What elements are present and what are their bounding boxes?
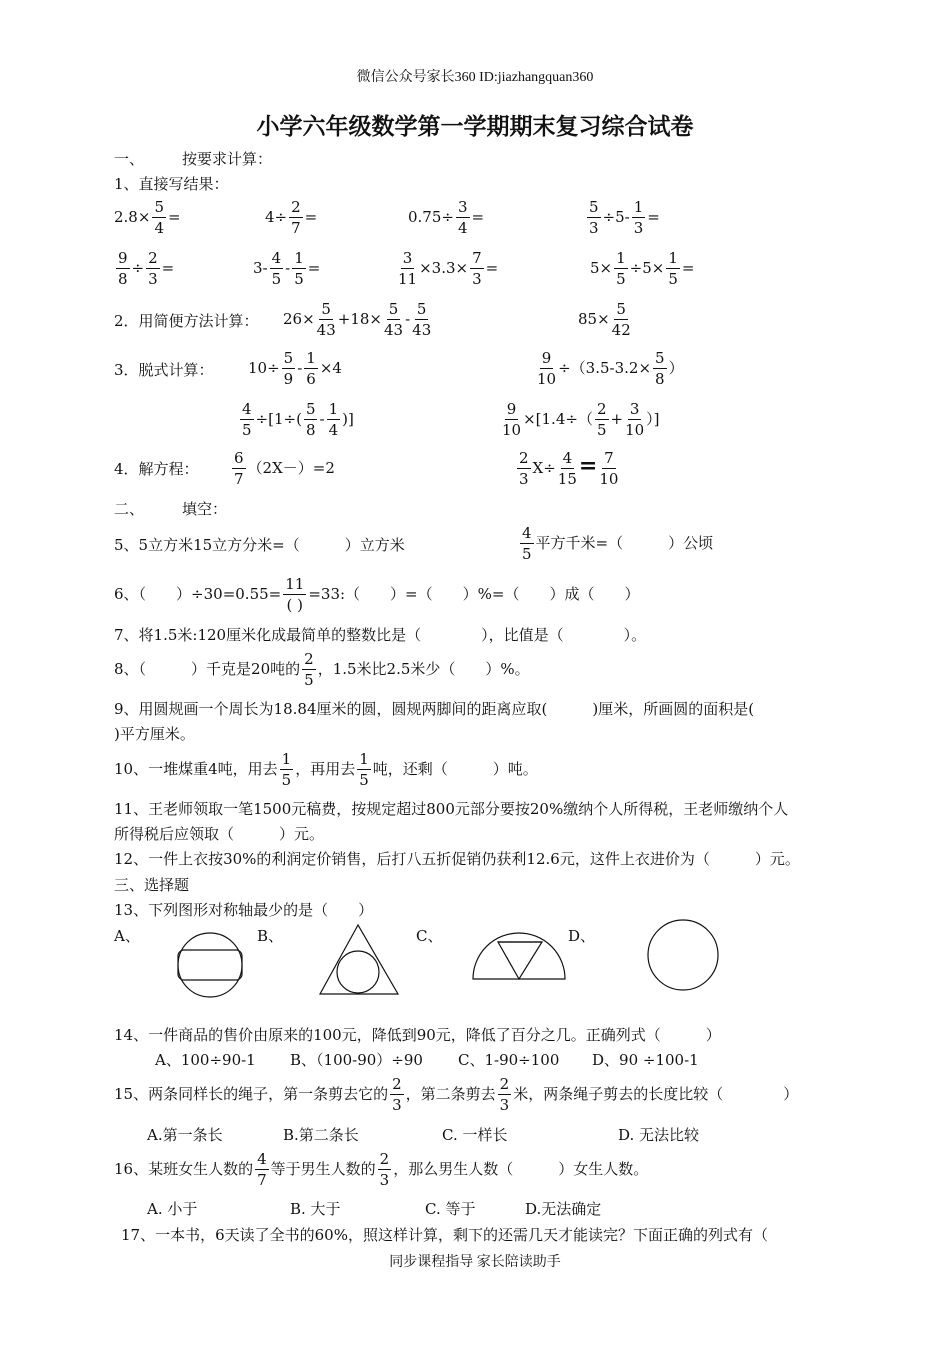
question-2-label: 2．用简便方法计算： — [114, 312, 259, 330]
question-4-label: 4．解方程： — [114, 460, 199, 478]
option-14d: D、90 ÷100-1 — [592, 1051, 699, 1069]
option-16b: B. 大于 — [290, 1200, 341, 1218]
question-3-label: 3．脱式计算： — [114, 361, 214, 379]
question-6: 6、（ ）÷30=0.55= $\frac{11}{( )}$ =33:（ ）=（ ）%=（ ）成（ ） — [114, 575, 640, 614]
expr-1b: 4÷ $\frac{2}{7}$ = — [265, 198, 318, 237]
expr-2d: 5× $\frac{1}{5}$ ÷5× $\frac{1}{5}$ = — [590, 249, 695, 288]
question-11-line1: 11、王老师领取一笔1500元稿费，按规定超过800元部分要按20%缴纳个人所得税，王老师缴纳个人 — [114, 800, 789, 818]
page-footer: 同步课程指导 家长陪读助手 — [389, 1255, 561, 1270]
page-title: 小学六年级数学第一学期期末复习综合试卷 — [256, 113, 694, 140]
question-16: 16、某班女生人数的 $\frac{4}{7}$ 等于男生人数的 $\frac{2}{3}$ ，那么男生人数（ ）女生人数。 — [114, 1150, 649, 1189]
equation-q4b: $\frac{2}{3}$ X÷ $\frac{4}{15}$ = $\frac{7}{10}$ — [519, 449, 619, 488]
question-17: 17、一本书，6天读了全书的60%，照这样计算，剩下的还需几天才能读完？下面正确的列式有（ — [121, 1226, 768, 1244]
expr-1c: 0.75÷ $\frac{3}{4}$ = — [408, 198, 485, 237]
option-15c: C. 一样长 — [442, 1126, 508, 1144]
expr-2a: $\frac{9}{8}$ ÷ $\frac{2}{3}$ = — [118, 249, 175, 288]
page-header: 微信公众号家长360 ID:jiazhangquan360 — [356, 70, 594, 85]
expr-q3a: 10÷ $\frac{5}{9}$ - $\frac{1}{6}$ ×4 — [248, 349, 342, 388]
section-3-title: 三、选择题 — [114, 876, 190, 894]
section-2-title: 填空： — [182, 500, 228, 518]
section-1-number: 一、 — [114, 150, 145, 168]
option-13d-label: D、 — [568, 927, 596, 945]
option-13b-label: B、 — [257, 927, 284, 945]
question-11-line2: 所得税后应领取（ ）元。 — [114, 825, 325, 843]
option-14a: A、100÷90-1 — [155, 1051, 256, 1069]
figure-triangle-with-circle — [315, 920, 405, 1000]
option-13a-label: A、 — [114, 927, 140, 945]
option-16d: D.无法确定 — [525, 1200, 602, 1218]
option-14b: B、（100-90）÷90 — [290, 1051, 423, 1069]
question-13: 13、下列图形对称轴最少的是（ ） — [114, 901, 374, 919]
question-9-line2: )平方厘米。 — [114, 725, 195, 743]
question-7: 7、将1.5米:120厘米化成最简单的整数比是（ ），比值是（ ）。 — [114, 626, 647, 644]
question-5a: 5、5立方米15立方分米=（ ）立方米 — [114, 536, 405, 554]
expr-2c: $\frac{3}{11}$ ×3.3× $\frac{7}{3}$ = — [398, 249, 499, 288]
option-15b: B.第二条长 — [283, 1126, 359, 1144]
question-9-line1: 9、用圆规画一个周长为18.84厘米的圆，圆规两脚间的距离应取( )厘米，所画圆的面积是( — [114, 700, 755, 718]
figure-semicircle-with-triangle — [470, 920, 570, 990]
expr-1d: $\frac{5}{3}$ ÷5- $\frac{1}{3}$ = — [589, 198, 660, 237]
question-12: 12、一件上衣按30%的利润定价销售，后打八五折促销仍获利12.6元，这件上衣进价为（ ）元。 — [114, 850, 800, 868]
option-13c-label: C、 — [416, 927, 443, 945]
question-8: 8、（ ）千克是20吨的 $\frac{2}{5}$ ，1.5米比2.5米少（ ）%。 — [114, 650, 530, 689]
figure-circle-with-rectangle — [175, 930, 255, 1010]
question-1-label: 1、直接写结果： — [114, 175, 229, 193]
expr-2b: 3- $\frac{4}{5}$ - $\frac{1}{5}$ = — [253, 249, 321, 288]
section-2-number: 二、 — [114, 500, 145, 518]
figure-circle — [645, 918, 725, 998]
expr-q3b: $\frac{9}{10}$ ÷（3.5-3.2× $\frac{5}{8}$ ） — [537, 349, 684, 388]
expr-q3d: $\frac{9}{10}$ ×[1.4÷（ $\frac{2}{5}$ + $\frac{3}{10}$ ）] — [502, 400, 660, 439]
option-16a: A. 小于 — [147, 1200, 198, 1218]
expr-q2b: 85× $\frac{5}{42}$ — [578, 300, 631, 339]
question-15: 15、两条同样长的绳子，第一条剪去它的 $\frac{2}{3}$ ，第二条剪去 $\frac{2}{3}$ 米，两条绳子剪去的长度比较（ ） — [114, 1075, 799, 1114]
expr-1a: 2.8× $\frac{5}{4}$ = — [114, 198, 181, 237]
equation-q4a: $\frac{6}{7}$ （2X－）=2 — [234, 449, 335, 488]
question-10: 10、一堆煤重4吨，用去 $\frac{1}{5}$ ，再用去 $\frac{1}{5}$ 吨，还剩（ ）吨。 — [114, 750, 538, 789]
question-5b: $\frac{4}{5}$ 平方千米=（ ）公顷 — [522, 524, 714, 563]
option-14c: C、1-90÷100 — [458, 1051, 560, 1069]
option-15d: D. 无法比较 — [618, 1126, 700, 1144]
question-14: 14、一件商品的售价由原来的100元，降低到90元，降低了百分之几。正确列式（ ） — [114, 1026, 721, 1044]
expr-q3c: $\frac{4}{5}$ ÷[1÷( $\frac{5}{8}$ - $\frac{1}{4}$ )] — [242, 400, 354, 439]
option-15a: A.第一条长 — [147, 1126, 223, 1144]
option-16c: C. 等于 — [425, 1200, 476, 1218]
expr-q2a: 26× $\frac{5}{43}$ +18× $\frac{5}{43}$ - $\frac{5}{43}$ — [283, 300, 432, 339]
section-1-title: 按要求计算： — [182, 150, 273, 168]
